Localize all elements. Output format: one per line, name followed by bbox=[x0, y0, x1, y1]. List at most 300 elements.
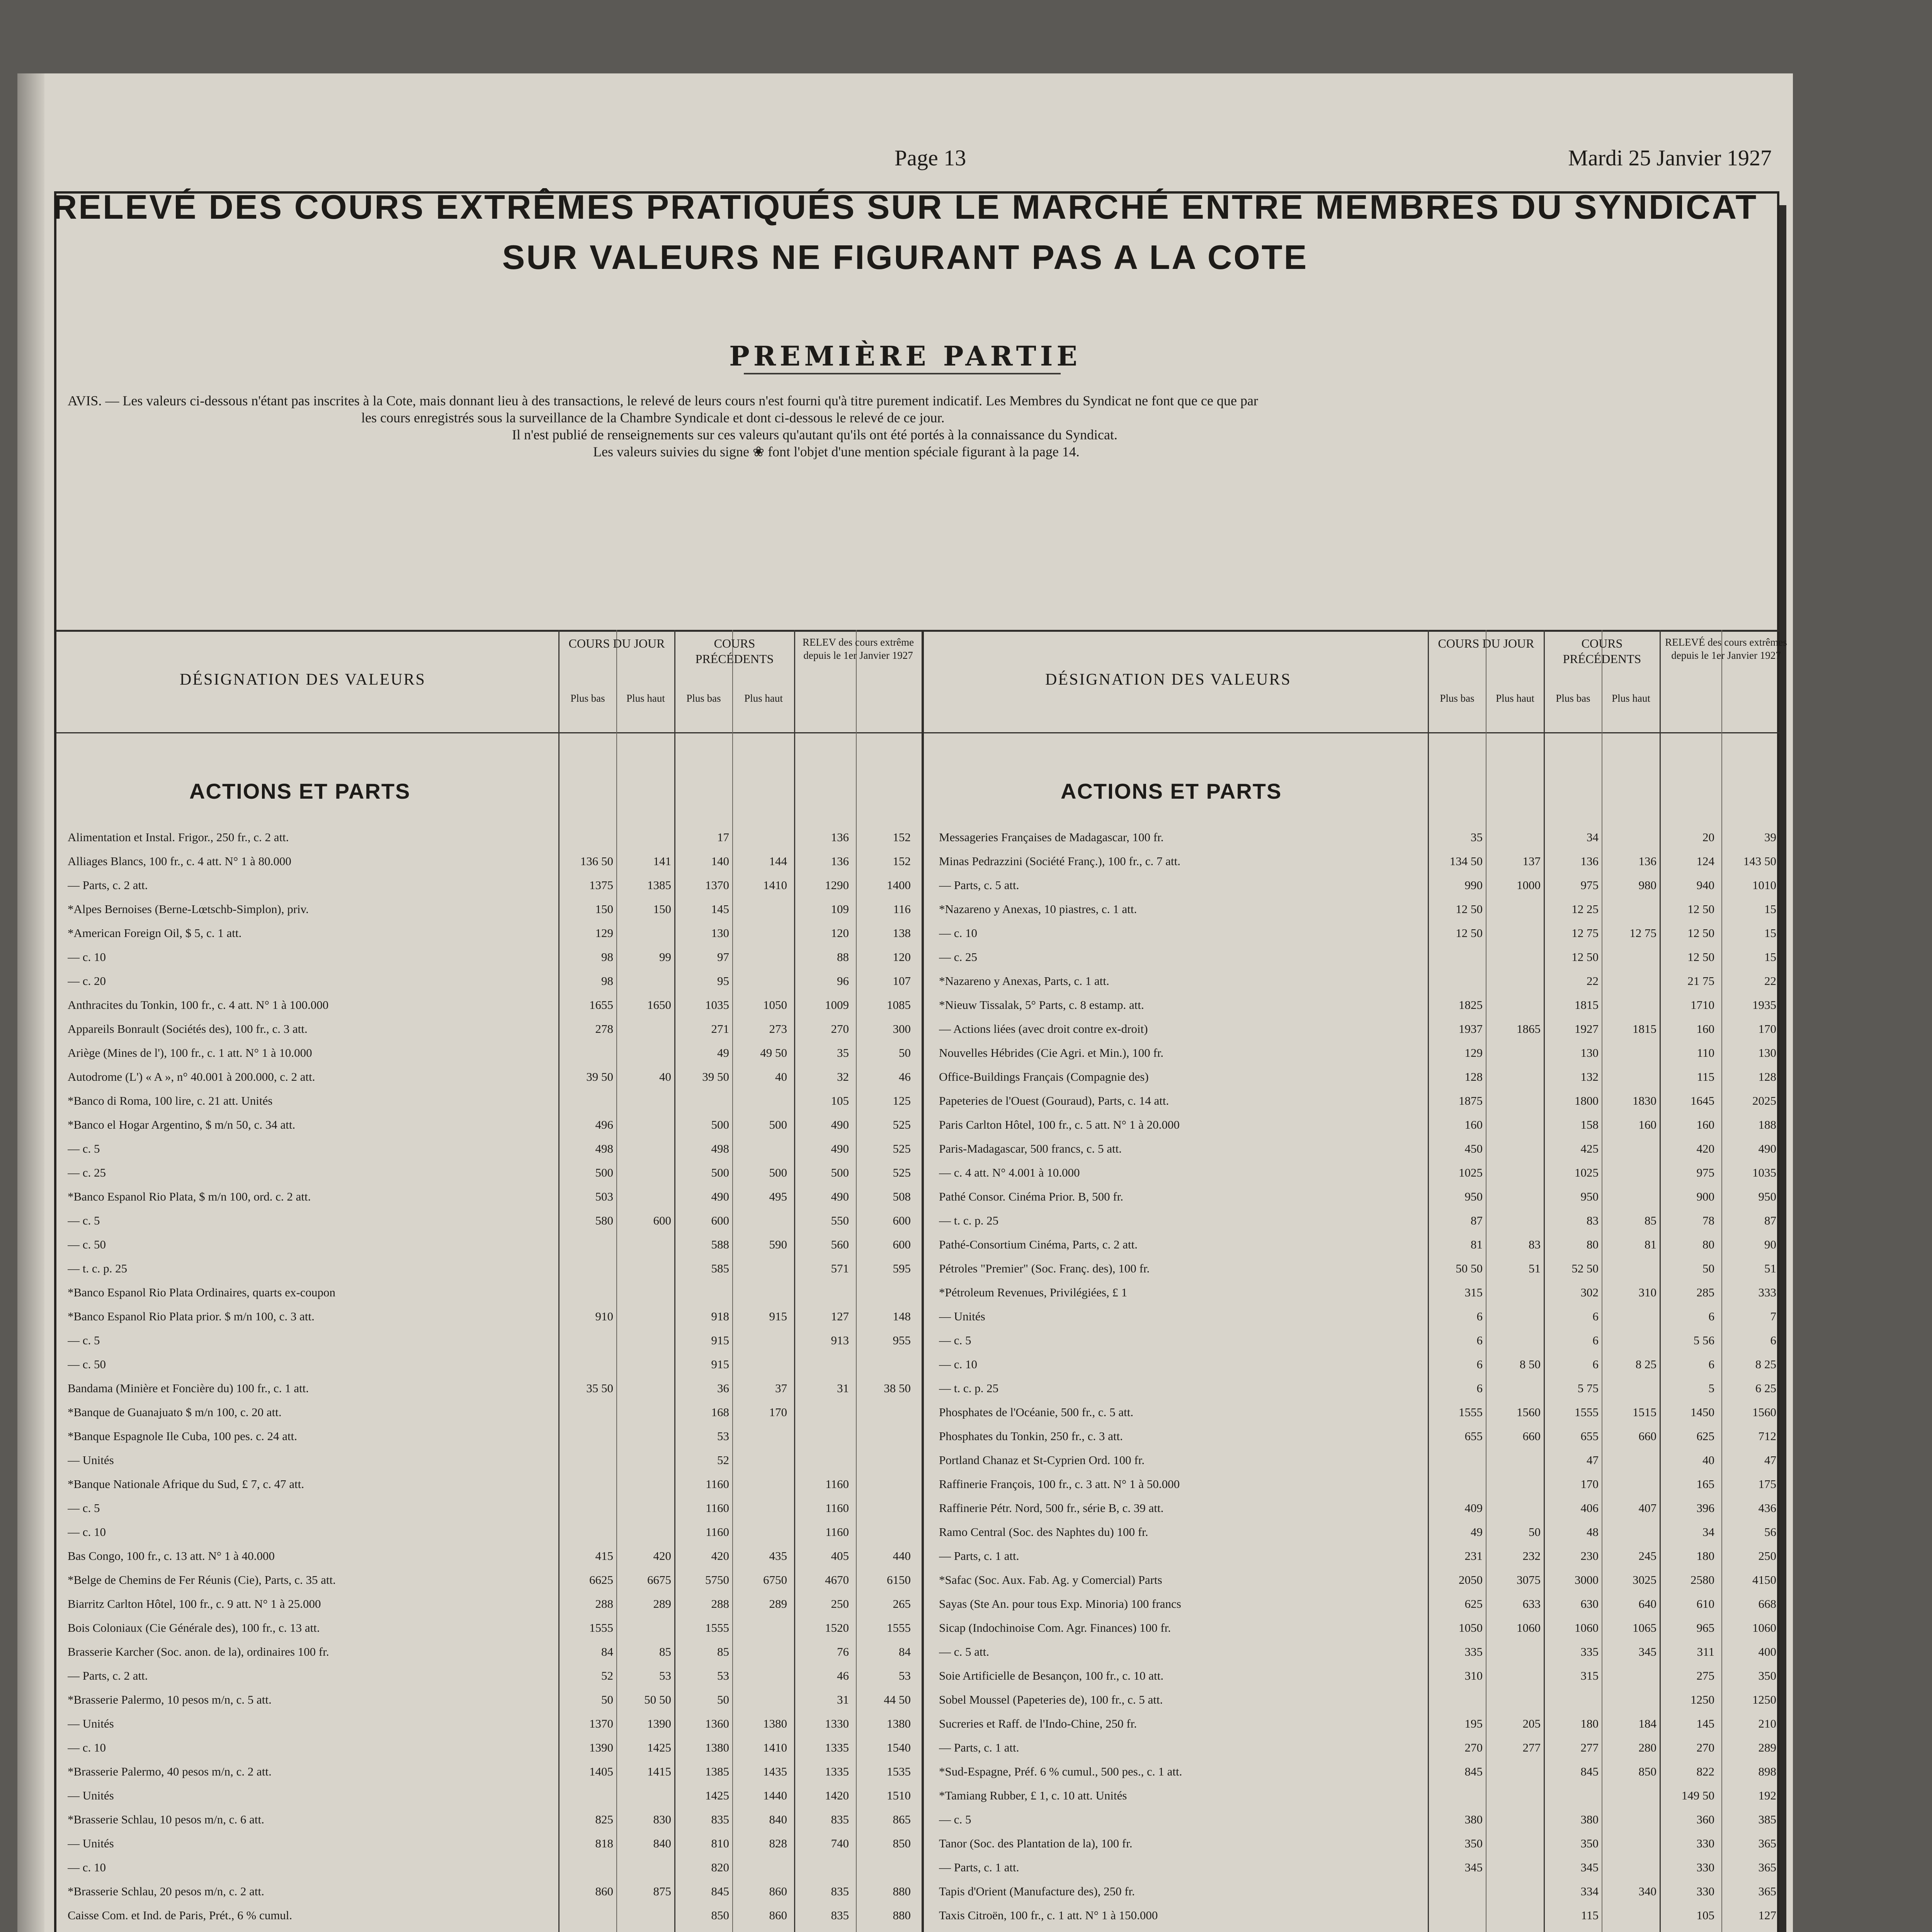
security-name: — c. 10 bbox=[68, 951, 106, 964]
table-row bbox=[939, 1286, 1780, 1299]
quote-cell: 36 bbox=[717, 1381, 729, 1395]
quote-cell: 47 bbox=[1764, 1453, 1776, 1467]
table-row bbox=[939, 1717, 1780, 1730]
security-name: Portland Chanaz et St-Cyprien Ord. 100 fr. bbox=[939, 1454, 1145, 1467]
quote-cell: 52 bbox=[717, 1453, 729, 1467]
quote-cell: 1035 bbox=[1752, 1166, 1776, 1179]
table-row bbox=[68, 1765, 915, 1778]
quote-cell: 980 bbox=[1638, 878, 1656, 892]
quote-cell: 34 bbox=[1587, 830, 1599, 844]
table-row bbox=[68, 1502, 915, 1515]
quote-cell: 880 bbox=[893, 1908, 911, 1922]
table-row bbox=[68, 1526, 915, 1539]
security-name: Alliages Blancs, 100 fr., c. 4 att. N° 1 à 80.000 bbox=[68, 855, 291, 868]
quote-cell: 400 bbox=[1758, 1645, 1776, 1658]
table-row bbox=[939, 1070, 1780, 1083]
security-name: — c. 5 bbox=[939, 1334, 971, 1347]
quote-cell: 1050 bbox=[763, 998, 787, 1012]
security-name: — t. c. p. 25 bbox=[68, 1262, 128, 1275]
security-name: *American Foreign Oil, $ 5, c. 1 att. bbox=[68, 927, 242, 940]
quote-cell: 50 50 bbox=[1456, 1262, 1483, 1275]
quote-cell: 550 bbox=[831, 1214, 849, 1227]
quote-cell: 51 bbox=[1529, 1262, 1541, 1275]
quote-cell: 80 bbox=[1587, 1238, 1599, 1251]
quote-cell: 990 bbox=[1464, 878, 1483, 892]
quote-cell: 275 bbox=[1696, 1669, 1714, 1682]
table-row bbox=[939, 1526, 1780, 1539]
quote-cell: 150 bbox=[653, 902, 671, 916]
quote-cell: 345 bbox=[1638, 1645, 1656, 1658]
quote-cell: 490 bbox=[831, 1190, 849, 1203]
quote-cell: 1555 bbox=[705, 1621, 729, 1634]
quote-cell: 825 bbox=[595, 1813, 613, 1826]
quote-cell: 51 bbox=[1764, 1262, 1776, 1275]
quote-cell: 265 bbox=[893, 1597, 911, 1611]
quote-cell: 50 50 bbox=[644, 1693, 671, 1706]
quote-cell: 49 50 bbox=[760, 1046, 787, 1060]
quote-cell: 1425 bbox=[647, 1741, 671, 1754]
quote-cell: 50 bbox=[1702, 1262, 1714, 1275]
quote-cell: 15 bbox=[1764, 902, 1776, 916]
quote-cell: 140 bbox=[711, 854, 729, 868]
security-name: Tanor (Soc. des Plantation de la), 100 fr. bbox=[939, 1837, 1133, 1850]
quote-cell: 1160 bbox=[825, 1525, 849, 1539]
quote-cell: 3000 bbox=[1575, 1573, 1599, 1587]
quote-cell: 950 bbox=[1580, 1190, 1599, 1203]
table-row bbox=[939, 1621, 1780, 1634]
quote-cell: 31 bbox=[837, 1693, 849, 1706]
quote-cell: 12 50 bbox=[1687, 950, 1714, 964]
security-name: Bois Coloniaux (Cie Générale des), 100 fr., c. 13 att. bbox=[68, 1621, 320, 1634]
quote-cell: 270 bbox=[831, 1022, 849, 1036]
quote-cell: 98 bbox=[601, 950, 613, 964]
security-name: *Banco el Hogar Argentino, $ m/n 50, c. 34 att. bbox=[68, 1118, 296, 1131]
quote-cell: 95 bbox=[717, 974, 729, 988]
quote-cell: 1415 bbox=[647, 1765, 671, 1778]
table-row bbox=[939, 1046, 1780, 1060]
quote-cell: 500 bbox=[711, 1118, 729, 1131]
plus-haut-header: Plus haut bbox=[1496, 692, 1534, 704]
quote-cell: 1420 bbox=[825, 1789, 849, 1802]
quote-cell: 820 bbox=[711, 1861, 729, 1874]
quote-cell: 170 bbox=[1580, 1477, 1599, 1491]
quote-cell: 1025 bbox=[1575, 1166, 1599, 1179]
table-row bbox=[68, 951, 915, 964]
quote-cell: 132 bbox=[1580, 1070, 1599, 1083]
quote-cell: 1380 bbox=[887, 1717, 911, 1730]
security-name: *Pétroleum Revenues, Privilégiées, £ 1 bbox=[939, 1286, 1128, 1299]
quote-cell: 406 bbox=[1580, 1501, 1599, 1515]
quote-cell: 288 bbox=[595, 1597, 613, 1611]
designation-header: DÉSIGNATION DES VALEURS bbox=[1045, 671, 1291, 689]
quote-cell: 310 bbox=[1638, 1286, 1656, 1299]
quote-cell: 22 bbox=[1764, 974, 1776, 988]
quote-cell: 107 bbox=[893, 974, 911, 988]
quote-cell: 160 bbox=[1638, 1118, 1656, 1131]
quote-cell: 134 50 bbox=[1449, 854, 1483, 868]
table-row bbox=[939, 879, 1780, 892]
quote-cell: 124 bbox=[1696, 854, 1714, 868]
security-name: *Banque Nationale Afrique du Sud, £ 7, c. 47 att. bbox=[68, 1478, 304, 1491]
table-row bbox=[939, 1837, 1780, 1850]
quote-cell: 1927 bbox=[1575, 1022, 1599, 1036]
quote-cell: 435 bbox=[769, 1549, 787, 1563]
quote-cell: 1380 bbox=[705, 1741, 729, 1754]
quote-cell: 490 bbox=[831, 1118, 849, 1131]
quote-cell: 12 50 bbox=[1456, 902, 1483, 916]
security-name: — c. 4 att. N° 4.001 à 10.000 bbox=[939, 1166, 1080, 1179]
quote-cell: 845 bbox=[1464, 1765, 1483, 1778]
notice-line: Il n'est publié de renseignements sur ces valeurs qu'autant qu'ils ont été portés à la connaissance du Syndicat. bbox=[512, 427, 1118, 442]
quote-cell: 12 50 bbox=[1456, 926, 1483, 940]
quote-cell: 311 bbox=[1697, 1645, 1714, 1658]
quote-cell: 12 50 bbox=[1687, 902, 1714, 916]
table-row bbox=[68, 1310, 915, 1323]
quote-cell: 15 bbox=[1764, 926, 1776, 940]
quote-cell: 148 bbox=[893, 1310, 911, 1323]
table-row bbox=[68, 1669, 915, 1682]
table-top-rule bbox=[56, 630, 1779, 632]
quote-cell: 498 bbox=[595, 1142, 613, 1155]
quote-cell: 407 bbox=[1638, 1501, 1656, 1515]
security-name: *Brasserie Palermo, 40 pesos m/n, c. 2 att. bbox=[68, 1765, 272, 1778]
table-row bbox=[68, 1406, 915, 1419]
quote-cell: 1010 bbox=[1752, 878, 1776, 892]
security-name: *Sud-Espagne, Préf. 6 % cumul., 500 pes., c. 1 att. bbox=[939, 1765, 1182, 1778]
quote-cell: 898 bbox=[1758, 1765, 1776, 1778]
quote-cell: 8 25 bbox=[1635, 1357, 1656, 1371]
releve-header: RELEV des cours extrême depuis le 1er Janvier 1927 bbox=[802, 636, 914, 661]
table-row bbox=[939, 1430, 1780, 1443]
table-row bbox=[939, 1549, 1780, 1563]
table-row bbox=[68, 1046, 915, 1060]
table-row bbox=[68, 1549, 915, 1563]
security-name: Ariège (Mines de l'), 100 fr., c. 1 att. N° 1 à 10.000 bbox=[68, 1046, 312, 1060]
table-row bbox=[939, 1406, 1780, 1419]
quote-cell: 1555 bbox=[1459, 1405, 1483, 1419]
quote-cell: 81 bbox=[1645, 1238, 1656, 1251]
quote-cell: 205 bbox=[1522, 1717, 1541, 1730]
security-name: Sayas (Ste An. pour tous Exp. Minoria) 100 francs bbox=[939, 1597, 1181, 1611]
quote-cell: 1035 bbox=[705, 998, 729, 1012]
quote-cell: 12 50 bbox=[1687, 926, 1714, 940]
security-name: Papeteries de l'Ouest (Gouraud), Parts, c. 14 att. bbox=[939, 1094, 1169, 1107]
quote-cell: 396 bbox=[1696, 1501, 1714, 1515]
quote-cell: 4150 bbox=[1752, 1573, 1776, 1587]
quote-cell: 149 50 bbox=[1681, 1789, 1714, 1802]
security-name: Sicap (Indochinoise Com. Agr. Finances) 100 fr. bbox=[939, 1621, 1171, 1634]
quote-cell: 1405 bbox=[589, 1765, 613, 1778]
quote-cell: 115 bbox=[1581, 1908, 1599, 1922]
quote-cell: 913 bbox=[831, 1333, 849, 1347]
quote-cell: 6 bbox=[1476, 1381, 1483, 1395]
quote-cell: 105 bbox=[831, 1094, 849, 1107]
quote-cell: 818 bbox=[595, 1837, 613, 1850]
quote-cell: 955 bbox=[893, 1333, 911, 1347]
quote-cell: 52 50 bbox=[1571, 1262, 1599, 1275]
quote-cell: 4670 bbox=[825, 1573, 849, 1587]
quote-cell: 640 bbox=[1638, 1597, 1656, 1611]
security-name: — c. 20 bbox=[68, 975, 106, 988]
table-row bbox=[939, 1334, 1780, 1347]
quote-cell: 405 bbox=[831, 1549, 849, 1563]
quote-cell: 270 bbox=[1464, 1741, 1483, 1754]
quote-cell: 835 bbox=[831, 1908, 849, 1922]
col-rule bbox=[794, 630, 795, 1932]
col-rule bbox=[674, 630, 675, 1932]
security-name: — Unités bbox=[939, 1310, 985, 1323]
security-name: *Nieuw Tissalak, 5° Parts, c. 8 estamp. att. bbox=[939, 998, 1144, 1012]
table-row bbox=[939, 1022, 1780, 1036]
col-rule bbox=[1660, 630, 1661, 1932]
plus-bas-header: Plus bas bbox=[1440, 692, 1475, 704]
quote-cell: 655 bbox=[1580, 1429, 1599, 1443]
quote-cell: 49 bbox=[717, 1046, 729, 1060]
quote-cell: 1050 bbox=[1459, 1621, 1483, 1634]
quote-cell: 12 50 bbox=[1571, 950, 1599, 964]
quote-cell: 880 bbox=[893, 1884, 911, 1898]
quote-cell: 1160 bbox=[825, 1477, 849, 1491]
table-row bbox=[68, 1813, 915, 1826]
table-row bbox=[939, 1645, 1780, 1658]
table-row bbox=[68, 1478, 915, 1491]
table-row bbox=[68, 1573, 915, 1587]
security-name: — c. 5 bbox=[68, 1334, 100, 1347]
quote-cell: 1009 bbox=[825, 998, 849, 1012]
security-name: Bas Congo, 100 fr., c. 13 att. N° 1 à 40.000 bbox=[68, 1549, 275, 1563]
quote-cell: 345 bbox=[1464, 1861, 1483, 1874]
security-name: Tapis d'Orient (Manufacture des), 250 fr. bbox=[939, 1885, 1135, 1898]
part-heading: PREMIÈRE PARTIE bbox=[729, 340, 1081, 372]
quote-cell: 44 50 bbox=[884, 1693, 911, 1706]
quote-cell: 1510 bbox=[887, 1789, 911, 1802]
quote-cell: 12 75 bbox=[1571, 926, 1599, 940]
quote-cell: 53 bbox=[717, 1669, 729, 1682]
quote-cell: 143 50 bbox=[1743, 854, 1776, 868]
quote-cell: 335 bbox=[1464, 1645, 1483, 1658]
quote-cell: 136 bbox=[831, 830, 849, 844]
quote-cell: 1390 bbox=[589, 1741, 613, 1754]
quote-cell: 1160 bbox=[706, 1477, 729, 1491]
quote-cell: 1160 bbox=[825, 1501, 849, 1515]
quote-cell: 860 bbox=[769, 1908, 787, 1922]
table-row bbox=[939, 1502, 1780, 1515]
quote-cell: 595 bbox=[893, 1262, 911, 1275]
table-row bbox=[939, 855, 1780, 868]
quote-cell: 828 bbox=[769, 1837, 787, 1850]
section-heading-right: ACTIONS ET PARTS bbox=[1061, 779, 1282, 803]
table-row bbox=[68, 1118, 915, 1131]
quote-cell: 503 bbox=[595, 1190, 613, 1203]
security-name: Minas Pedrazzini (Société Franç.), 100 fr., c. 7 att. bbox=[939, 855, 1180, 868]
quote-cell: 6 bbox=[1770, 1333, 1776, 1347]
quote-cell: 289 bbox=[769, 1597, 787, 1611]
table-row bbox=[68, 1430, 915, 1443]
quote-cell: 490 bbox=[711, 1190, 729, 1203]
quote-cell: 490 bbox=[1758, 1142, 1776, 1155]
quote-cell: 490 bbox=[831, 1142, 849, 1155]
security-name: — c. 5 bbox=[68, 1214, 100, 1227]
quote-cell: 184 bbox=[1638, 1717, 1656, 1730]
quote-cell: 420 bbox=[653, 1549, 671, 1563]
quote-cell: 1435 bbox=[763, 1765, 787, 1778]
security-name: Appareils Bonrault (Sociétés des), 100 fr., c. 3 att. bbox=[68, 1022, 308, 1036]
table-row bbox=[68, 1094, 915, 1107]
quote-cell: 125 bbox=[893, 1094, 911, 1107]
table-row bbox=[68, 1070, 915, 1083]
cours-prec-header: COURS PRÉCÉDENTS bbox=[1563, 636, 1641, 666]
col-rule bbox=[1428, 630, 1429, 1932]
quote-cell: 860 bbox=[769, 1884, 787, 1898]
quote-cell: 340 bbox=[1638, 1884, 1656, 1898]
quote-cell: 81 bbox=[1471, 1238, 1483, 1251]
quote-cell: 740 bbox=[831, 1837, 849, 1850]
quote-cell: 1815 bbox=[1633, 1022, 1656, 1036]
table-row bbox=[939, 1382, 1780, 1395]
quote-cell: 1065 bbox=[1633, 1621, 1656, 1634]
main-title: RELEVÉ DES COURS EXTRÊMES PRATIQUÉS SUR LE MARCHÉ ENTRE MEMBRES DU SYNDICAT bbox=[52, 188, 1758, 226]
quote-cell: 630 bbox=[1580, 1597, 1599, 1611]
quote-cell: 175 bbox=[1758, 1477, 1776, 1491]
quote-cell: 96 bbox=[837, 974, 849, 988]
quote-cell: 160 bbox=[1696, 1118, 1714, 1131]
quote-cell: 35 bbox=[1471, 830, 1483, 844]
quote-cell: 110 bbox=[1697, 1046, 1714, 1060]
table-row bbox=[68, 1214, 915, 1227]
table-row bbox=[939, 1166, 1780, 1179]
security-name: *Safac (Soc. Aux. Fab. Ag. y Comercial) Parts bbox=[939, 1573, 1162, 1587]
quote-cell: 6 25 bbox=[1755, 1381, 1776, 1395]
security-name: *Banco Espanol Rio Plata prior. $ m/n 100, c. 3 att. bbox=[68, 1310, 315, 1323]
page-number: Page 13 bbox=[895, 145, 966, 170]
plus-haut-header: Plus haut bbox=[1612, 692, 1650, 704]
quote-cell: 1370 bbox=[589, 1717, 613, 1730]
quote-cell: 1875 bbox=[1459, 1094, 1483, 1107]
quote-cell: 333 bbox=[1758, 1286, 1776, 1299]
table-row bbox=[939, 927, 1780, 940]
quote-cell: 6 bbox=[1476, 1357, 1483, 1371]
quote-cell: 128 bbox=[1464, 1070, 1483, 1083]
quote-cell: 165 bbox=[1696, 1477, 1714, 1491]
quote-cell: 845 bbox=[711, 1884, 729, 1898]
table-row bbox=[939, 1885, 1780, 1898]
quote-cell: 835 bbox=[831, 1884, 849, 1898]
table-row bbox=[68, 831, 915, 844]
security-name: Pathé Consor. Cinéma Prior. B, 500 fr. bbox=[939, 1190, 1124, 1203]
quote-cell: 420 bbox=[1696, 1142, 1714, 1155]
quote-cell: 409 bbox=[1464, 1501, 1483, 1515]
quote-cell: 1375 bbox=[589, 878, 613, 892]
quote-cell: 500 bbox=[769, 1118, 787, 1131]
quote-cell: 850 bbox=[1638, 1765, 1656, 1778]
table-row bbox=[68, 927, 915, 940]
quote-cell: 495 bbox=[769, 1190, 787, 1203]
quote-cell: 5 75 bbox=[1577, 1381, 1599, 1395]
quote-cell: 130 bbox=[1758, 1046, 1776, 1060]
security-name: *Tamiang Rubber, £ 1, c. 10 att. Unités bbox=[939, 1789, 1127, 1802]
table-row bbox=[68, 1382, 915, 1395]
quote-cell: 6 bbox=[1592, 1333, 1599, 1347]
quote-cell: 1025 bbox=[1459, 1166, 1483, 1179]
table-row bbox=[939, 1262, 1780, 1275]
security-name: Paris-Madagascar, 500 francs, c. 5 att. bbox=[939, 1142, 1122, 1155]
table-row bbox=[939, 1813, 1780, 1826]
quote-cell: 860 bbox=[595, 1884, 613, 1898]
quote-cell: 850 bbox=[711, 1908, 729, 1922]
security-name: — Parts, c. 1 att. bbox=[939, 1549, 1019, 1563]
security-name: — t. c. p. 25 bbox=[939, 1214, 999, 1227]
quote-cell: 2050 bbox=[1459, 1573, 1483, 1587]
quote-cell: 655 bbox=[1464, 1429, 1483, 1443]
quote-cell: 610 bbox=[1696, 1597, 1714, 1611]
quote-cell: 1800 bbox=[1575, 1094, 1599, 1107]
security-name: Ramo Central (Soc. des Naphtes du) 100 fr. bbox=[939, 1526, 1148, 1539]
quote-cell: 40 bbox=[775, 1070, 787, 1083]
notice-block bbox=[68, 392, 1741, 460]
quote-cell: 12 75 bbox=[1629, 926, 1656, 940]
quote-cell: 53 bbox=[717, 1429, 729, 1443]
notice-line: Les valeurs suivies du signe ❀ font l'objet d'une mention spéciale figurant à la page 14. bbox=[593, 444, 1080, 459]
security-name: — Parts, c. 5 att. bbox=[939, 879, 1019, 892]
quote-cell: 6675 bbox=[647, 1573, 671, 1587]
quote-cell: 115 bbox=[1697, 1070, 1714, 1083]
security-name: — c. 25 bbox=[68, 1166, 106, 1179]
quote-cell: 6 bbox=[1592, 1310, 1599, 1323]
cours-jour-header: COURS DU JOUR bbox=[1438, 636, 1534, 650]
cours-prec-header: COURS PRÉCÉDENTS bbox=[695, 636, 774, 666]
quote-cell: 120 bbox=[893, 950, 911, 964]
table-row bbox=[68, 1022, 915, 1036]
quote-cell: 17 bbox=[717, 830, 729, 844]
quote-cell: 918 bbox=[711, 1310, 729, 1323]
table-row bbox=[939, 998, 1780, 1012]
quote-cell: 250 bbox=[1758, 1549, 1776, 1563]
quote-cell: 1390 bbox=[647, 1717, 671, 1730]
quote-cell: 127 bbox=[1758, 1908, 1776, 1922]
quote-cell: 1555 bbox=[589, 1621, 613, 1634]
table-row bbox=[939, 1142, 1780, 1155]
quote-cell: 85 bbox=[1645, 1214, 1656, 1227]
security-name: Anthracites du Tonkin, 100 fr., c. 4 att. N° 1 à 100.000 bbox=[68, 998, 329, 1012]
col-rule bbox=[856, 630, 857, 1932]
security-name: — c. 5 bbox=[68, 1142, 100, 1155]
table-row bbox=[68, 1837, 915, 1850]
quote-cell: 1160 bbox=[706, 1501, 729, 1515]
quote-cell: 500 bbox=[711, 1166, 729, 1179]
plus-bas-header: Plus bas bbox=[570, 692, 605, 704]
quote-cell: 600 bbox=[893, 1238, 911, 1251]
quote-cell: 5750 bbox=[705, 1573, 729, 1587]
quote-cell: 141 bbox=[653, 854, 671, 868]
quote-cell: 5 56 bbox=[1693, 1333, 1714, 1347]
security-name: Phosphates du Tonkin, 250 fr., c. 3 att. bbox=[939, 1430, 1123, 1443]
quote-cell: 8 25 bbox=[1755, 1357, 1776, 1371]
quote-cell: 250 bbox=[831, 1597, 849, 1611]
table-row bbox=[939, 1765, 1780, 1778]
plus-bas-header: Plus bas bbox=[1556, 692, 1590, 704]
security-name: *Belge de Chemins de Fer Réunis (Cie), Parts, c. 35 att. bbox=[68, 1573, 336, 1587]
quote-cell: 1335 bbox=[825, 1765, 849, 1778]
quote-cell: 580 bbox=[595, 1214, 613, 1227]
security-name: Pathé-Consortium Cinéma, Parts, c. 2 att. bbox=[939, 1238, 1138, 1251]
table-row bbox=[939, 975, 1780, 988]
table-row bbox=[68, 903, 915, 916]
quote-cell: 280 bbox=[1638, 1741, 1656, 1754]
security-name: — c. 5 bbox=[939, 1813, 971, 1826]
quote-cell: 1440 bbox=[763, 1789, 787, 1802]
quote-cell: 152 bbox=[893, 854, 911, 868]
table-row bbox=[68, 1885, 915, 1898]
